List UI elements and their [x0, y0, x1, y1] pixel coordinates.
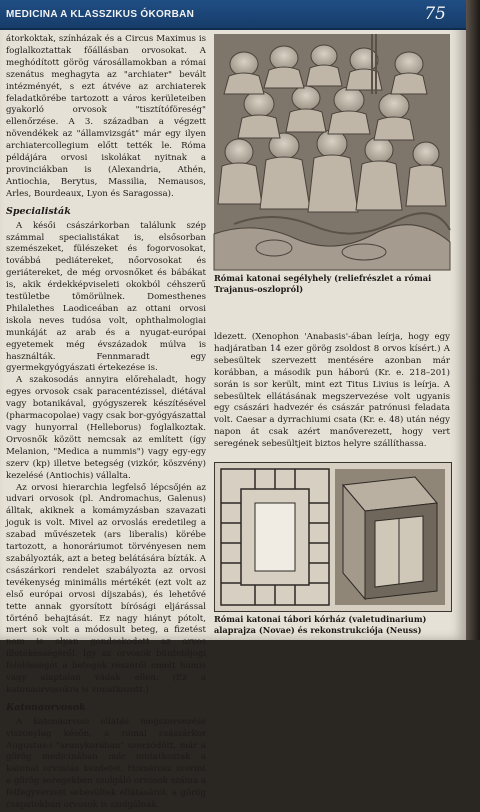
- running-head: MEDICINA A KLASSZIKUS ÓKORBAN: [6, 9, 195, 20]
- right-column: [214, 332, 450, 451]
- paragraph: ldezett. (Xenophon 'Anabasis'-ában leírja, hogy egy hadjáratban 14 ezer görög zsoldost 8 orvos kísért.) A sebesültek szervezett mentésére azonban már korábban, a második pun háború (Kr. e. 218–201) során is sor került, mint ezt Titus Livius is leírja. A sebesültek ellátásának megszervezése volt ugyanis egy császári hadvezér és császár patrónusi feladata volt. Caesar a dyrrachiumi csata (Kr. e. 48) után négy napon át csak azért manőverezett, hogy vert seregének sebesültjeit biztos helyre szállíthassa.: [214, 332, 450, 450]
- plan-caption: Római katonai tábori kórház (valetudinarium) alaprajza (Novae) és rekonstrukciója (Neuss): [214, 614, 427, 635]
- hospital-plan-illustration: [215, 463, 451, 611]
- paragraph: A késői császárkorban találunk szép számmal specialistákat is, elsősorban szemészeket, fülészeket és fogorvosokat, továbbá pediátereket, nőorvosokat és geriátereket, de még orvosnőket és bábákat is, akik érdekképviseleti okokból céhszerű testületbe tömörülnek. Domesthenes Philalethes Laodiceában az ottani orvosi iskola neves tudósa volt, ophthalmologiai munkáját az arab és a nyugat-európai egyetemek még évszázadok múlva is használták. Fennmaradt egy gyermekgyógyászati értekezése is.: [6, 220, 206, 374]
- relief-image: [214, 34, 450, 270]
- paragraph: A szakosodás annyira előrehaladt, hogy egyes orvosok csak paracentézissel, diétával vagy botanikával, gyógyszerek készítésével (pharmacopolae) vagy csak bor-gyógyászattal vagy hunyorral (Helleborus) foglalkoztak. Orvosnők között nemcsak az említett (így Melanion, "Medica a nummis") vagy egy-egy szerv (kp) illetve betegség (vizkór, köszvény) kezelésé (Antiochis) vállalta.: [6, 375, 206, 481]
- paragraph: átorkoktak, színházak és a Circus Maximus is foglalkoztattak főállásban orvosokat. A meghódított görög városállamokban a római szenátus meghagyta az "archiater" bevált intézményét, s ezt átvéve az archiaterek feladatkörébe tartozott a város kerületeiben gyakorló orvosok "tisztítóföreség" ellenőrzése. A 3. században a végzett növendékek az "államvizsgát" már egy ilyen archiatercollegium előtt tették le. Róma példájára orvosi iskolákat nyitnak a provinciákban is (Alexandria, Athén, Antiochia, Berytus, Massilia, Nemausos, Arles, Bourdeaux, Lyon és Saragossa).: [6, 34, 206, 199]
- relief-illustration: [214, 34, 450, 270]
- hospital-plan-image: [214, 462, 452, 612]
- paragraph: A katonaorvosi ellátás megszervezése viszonylag későn, a római császárkor Augustus-i "aranykorában" szerződött, már a görög medicinában már mutatkoztak a katonai orvoslás kezdetei. Homérosz szerint a görög seregekben szolgáló orvosok száma a felfegyverzett sebesültek ellátásáról; a görög csapatokban orvosok is szolgálnak.: [6, 716, 206, 811]
- page-number: 75: [424, 4, 446, 24]
- relief-caption: Római katonai segélyhely (reliefrészlet a római Trajanus-oszlopról): [214, 273, 432, 294]
- book-binding: [466, 0, 480, 640]
- page-header: [0, 0, 466, 30]
- section-title-specialists: Specialisták: [6, 205, 71, 217]
- paragraph: Az orvosi hierarchia legfelső lépcsőjén az udvari orvosok (pl. Andromachus, Galenus) álltak, akiknek a komámyzásban szavazati joguk is volt. Mivel az orvoslás eredetileg a szabad művészetek (ars liberalis) körébe tartozott, a honoráriumot törvényesen nem szabályozták, azt a beteg belátására bízták. A császárkori rendelet szabályozta az orvosi tevékenység minimális mértékét (ezt volt az első európai orvosi díjszabás), és lehetővé tette annak gyorsított bírósági eljárással történő behajtását. Ez nagy hiányt pótolt, mert sok volt a módosult beteg, a fizetést nem is olyan gondoskodott az orvos illetékességéről. Így az orvosok büntetőjogi felelősségét a betegek részéről emelt hamis vagy alaptalan vádak ellen. (Ez a katonaorvosokra is vonatkozott.): [6, 482, 206, 695]
- section-title-military-doctors: Katonaorvosok: [6, 701, 86, 713]
- left-column: [6, 34, 206, 812]
